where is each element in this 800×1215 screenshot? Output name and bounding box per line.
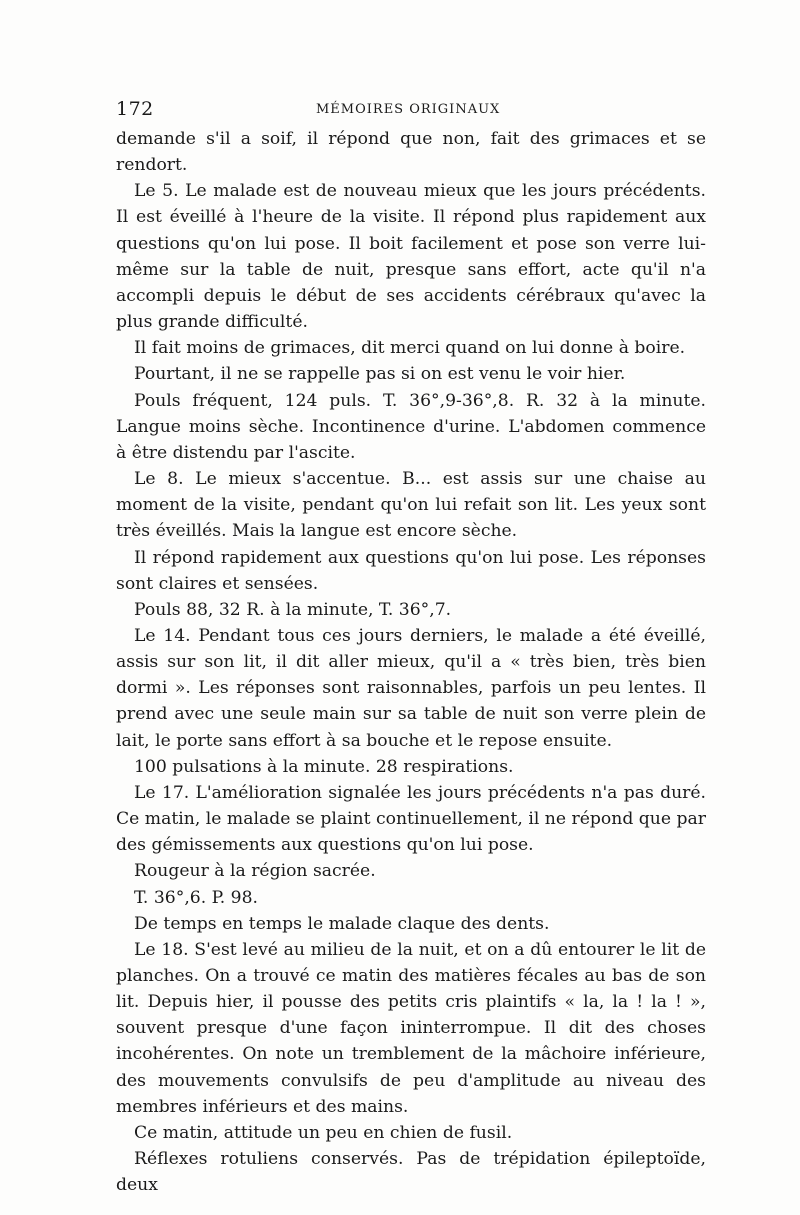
paragraph: De temps en temps le malade claque des dents. — [134, 913, 550, 934]
paragraph: T. 36°,6. P. 98. — [134, 887, 258, 908]
paragraph: Le 17. L'amélioration signalée les jours précédents n'a pas duré. Ce matin, le malade se plaint continuellement, il ne répond que par des gémissements aux questions qu'on lui pose. — [116, 782, 706, 856]
body-text — [116, 126, 706, 1198]
paragraph: Le 18. S'est levé au milieu de la nuit, et on a dû entourer le lit de planches. On a trouvé ce matin des matières fécales au bas de son lit. Depuis hier, il pousse des petits cris plaintifs « la, la ! la ! », souvent presque d'une façon ininterrompue. Il dit des choses incohérentes. On note un tremblement de la mâchoire inférieure, des mouvements convulsifs de peu d'amplitude au niveau des membres inférieurs et des mains. — [116, 939, 706, 1117]
paragraph: Le 5. Le malade est de nouveau mieux que les jours précédents. Il est éveillé à l'heure de la visite. Il répond plus rapidement aux questions qu'on lui pose. Il boit facilement et pose son verre lui-même sur la table de nuit, presque sans effort, acte qu'il n'a accompli depuis le début de ses accidents cérébraux qu'avec la plus grande difficulté. — [116, 181, 706, 333]
page-header — [116, 98, 706, 124]
paragraph: Pouls 88, 32 R. à la minute, T. 36°,7. — [134, 599, 452, 620]
paragraph: Le 14. Pendant tous ces jours derniers, le malade a été éveillé, assis sur son lit, il dit aller mieux, qu'il a « très bien, très bien dormi ». Les réponses sont raisonnables, parfois un peu lentes. Il prend avec une seule main sur sa table de nuit son verre plein de lait, le porte sans effort à sa bouche et le repose ensuite. — [116, 625, 706, 751]
paragraph: Rougeur à la région sacrée. — [134, 861, 376, 882]
paragraph: Réflexes rotuliens conservés. Pas de trépidation épileptoïde, deux — [116, 1149, 706, 1196]
running-title: MÉMOIRES ORIGINAUX — [316, 102, 501, 117]
paragraph: Il fait moins de grimaces, dit merci quand on lui donne à boire. — [134, 338, 686, 359]
paragraph: Pourtant, il ne se rappelle pas si on est venu le voir hier. — [134, 364, 626, 385]
paragraph: Le 8. Le mieux s'accentue. B... est assis sur une chaise au moment de la visite, pendant qu'on lui refait son lit. Les yeux sont très éveillés. Mais la langue est encore sèche. — [116, 469, 706, 542]
paragraph: Ce matin, attitude un peu en chien de fusil. — [134, 1122, 513, 1143]
paragraph: demande s'il a soif, il répond que non, fait des grimaces et se rendort. — [116, 129, 706, 176]
paragraph: Pouls fréquent, 124 puls. T. 36°,9-36°,8. R. 32 à la minute. Langue moins sèche. Incontinence d'urine. L'abdomen commence à être distendu par l'ascite. — [116, 390, 706, 463]
paragraph: Il répond rapidement aux questions qu'on lui pose. Les réponses sont claires et sensées. — [116, 547, 706, 594]
page-number: 172 — [116, 98, 154, 120]
paragraph: 100 pulsations à la minute. 28 respirations. — [134, 756, 514, 777]
